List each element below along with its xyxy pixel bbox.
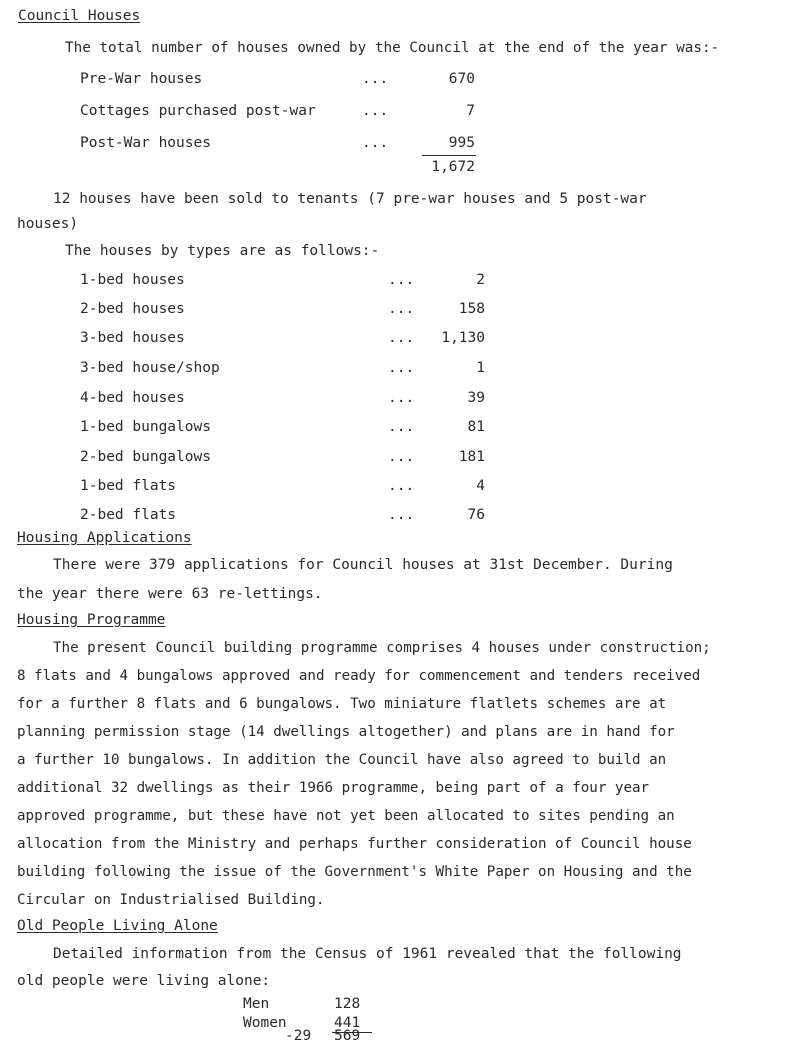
type-dots: ... [388,449,415,465]
type-value: 2 [476,272,485,288]
heading-old-people: Old People Living Alone [17,918,218,934]
type-label: 3-bed houses [80,330,185,346]
intro-text: The total number of houses owned by the Council at the end of the year was:- [65,40,720,56]
type-dots: ... [388,272,415,288]
old-people-line1: Detailed information from the Census of 1961 revealed that the following [53,946,682,962]
total-value-postwar: 995 [448,135,475,151]
type-dots: ... [388,301,415,317]
type-value: 81 [467,419,485,435]
types-intro: The houses by types are as follows:- [65,243,380,259]
heading-council-houses: Council Houses [18,8,141,24]
type-value: 1,130 [441,330,485,346]
type-label: 1-bed flats [80,478,177,494]
type-value: 181 [458,449,485,465]
total-value-cottages: 7 [466,103,475,119]
programme-line: a further 10 bungalows. In addition the Council have also agreed to build an [17,752,667,768]
sold-text-line1: 12 houses have been sold to tenants (7 pre-war houses and 5 post-war [53,191,647,207]
sold-text-line2: houses) [17,216,79,232]
programme-line: approved programme, but these have not yet been allocated to sites pending an [17,808,675,824]
applications-line2: the year there were 63 re-lettings. [17,586,323,602]
type-label: 1-bed bungalows [80,419,211,435]
total-label-prewar: Pre-War houses [80,71,203,87]
type-label: 1-bed houses [80,272,185,288]
grand-total: 1,672 [431,159,475,175]
type-value: 4 [476,478,485,494]
programme-line: Circular on Industrialised Building. [17,892,325,908]
type-dots: ... [388,507,415,523]
type-label: 2-bed bungalows [80,449,211,465]
programme-line: allocation from the Ministry and perhaps further consideration of Council house [17,836,692,852]
total-label-postwar: Post-War houses [80,135,211,151]
total-dots-cottages: ... [362,103,389,119]
programme-line: for a further 8 flats and 6 bungalows. Two miniature flatlets schemes are at [17,696,667,712]
type-value: 76 [467,507,485,523]
programme-line: 8 flats and 4 bungalows approved and ready for commencement and tenders received [17,668,701,684]
type-dots: ... [388,360,415,376]
type-label: 3-bed house/shop [80,360,220,376]
alone-label-men: Men [243,996,270,1012]
programme-line: planning permission stage (14 dwellings altogether) and plans are in hand for [17,724,675,740]
type-value: 1 [476,360,485,376]
total-value-prewar: 670 [448,71,475,87]
type-dots: ... [388,478,415,494]
total-dots-postwar: ... [362,135,389,151]
type-label: 2-bed flats [80,507,177,523]
type-value: 158 [458,301,485,317]
alone-label-women: Women [243,1015,287,1031]
programme-line: The present Council building programme comprises 4 houses under construction; [53,640,711,656]
programme-line: building following the issue of the Government's White Paper on Housing and the [17,864,692,880]
type-label: 4-bed houses [80,390,185,406]
alone-value-women: 441 [334,1015,361,1031]
alone-value-men: 128 [334,996,361,1012]
type-dots: ... [388,419,415,435]
page-number: -29 [285,1028,312,1044]
applications-line1: There were 379 applications for Council houses at 31st December. During [53,557,673,573]
programme-line: additional 32 dwellings as their 1966 programme, being part of a four year [17,780,650,796]
total-dots-prewar: ... [362,71,389,87]
old-people-line2: old people were living alone: [17,973,271,989]
type-value: 39 [467,390,485,406]
total-rule [422,155,476,156]
heading-housing-applications: Housing Applications [17,530,192,546]
type-label: 2-bed houses [80,301,185,317]
alone-total: 569 [334,1028,361,1044]
type-dots: ... [388,390,415,406]
type-dots: ... [388,330,415,346]
heading-housing-programme: Housing Programme [17,612,166,628]
total-label-cottages: Cottages purchased post-war [80,103,316,119]
